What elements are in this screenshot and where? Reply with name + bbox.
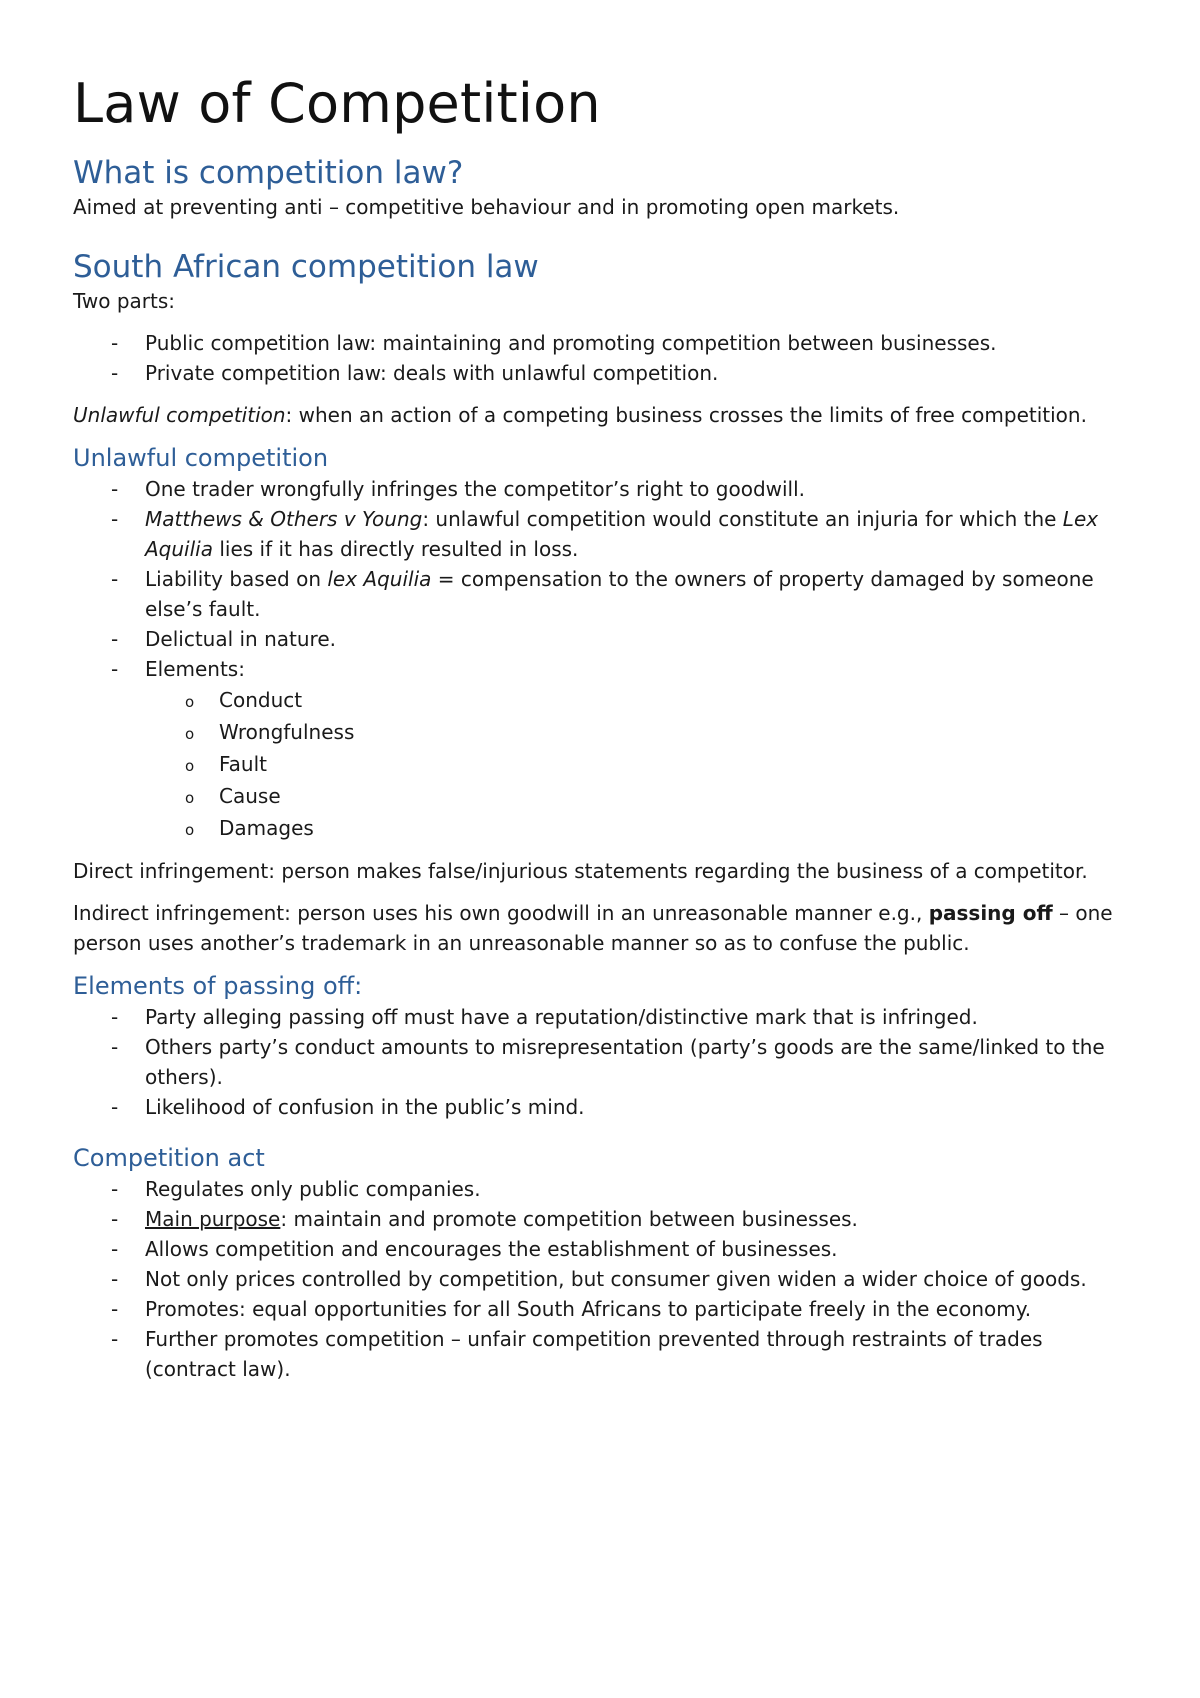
document-title: Law of Competition: [73, 72, 601, 135]
list-item: [73, 1204, 1133, 1234]
competition-act-list: [73, 1174, 1133, 1384]
list-item: - One trader wrongfully infringes the competitor’s right to goodwill.: [73, 474, 1133, 504]
passing-off-list: [73, 1002, 1133, 1122]
heading-what-is-competition-law: What is competition law?: [73, 155, 464, 191]
list-item: [73, 504, 1133, 564]
list-item-text: Liability based on: [145, 567, 328, 591]
heading-competition-act: Competition act: [73, 1144, 265, 1172]
unlawful-competition-list: [73, 474, 1133, 684]
paragraph-text: Indirect infringement: person uses his own goodwill in an unreasonable manner e.g.,: [73, 901, 929, 925]
list-item: - Allows competition and encourages the establishment of businesses.: [73, 1234, 1133, 1264]
element-item: o Cause: [73, 780, 1133, 812]
lex-aquilia-term: lex Aquilia: [327, 567, 432, 591]
document-page: [73, 72, 1133, 1384]
case-name: Matthews & Others v Young: [145, 507, 423, 531]
list-item-text: lies if it has directly resulted in loss.: [212, 537, 579, 561]
list-item: - Party alleging passing off must have a reputation/distinctive mark that is infringed.: [73, 1002, 1133, 1032]
list-item: - Public competition law: maintaining and promoting competition between businesses.: [73, 328, 1133, 358]
list-item-text: = compensation to the owners of property damaged by someone else’s fault.: [145, 567, 1094, 621]
list-item: - Regulates only public companies.: [73, 1174, 1133, 1204]
element-item: o Fault: [73, 748, 1133, 780]
list-item: - Promotes: equal opportunities for all South Africans to participate freely in the economy.: [73, 1294, 1133, 1324]
lex-aquilia-term: Lex Aquilia: [145, 507, 1099, 561]
heading-elements-of-passing-off: Elements of passing off:: [73, 972, 363, 1000]
list-item: - Not only prices controlled by competition, but consumer given widen a wider choice of goods.: [73, 1264, 1133, 1294]
element-item: o Wrongfulness: [73, 716, 1133, 748]
what-is-definition: Aimed at preventing anti – competitive behaviour and in promoting open markets.: [73, 195, 900, 219]
list-item: - Further promotes competition – unfair competition prevented through restraints of trades (contract law).: [73, 1324, 1133, 1384]
heading-unlawful-competition: Unlawful competition: [73, 444, 329, 472]
list-item: - Elements:: [73, 654, 1133, 684]
list-item: - Others party’s conduct amounts to misrepresentation (party’s goods are the same/linked to the others).: [73, 1032, 1133, 1092]
element-item: o Conduct: [73, 684, 1133, 716]
two-parts-intro: Two parts:: [73, 289, 176, 313]
list-item-text: : maintain and promote competition between businesses.: [280, 1207, 858, 1231]
paragraph-text: – one person uses another’s trademark in an unreasonable manner so as to confuse the public.: [73, 901, 1113, 955]
two-parts-list: [73, 328, 1133, 388]
direct-infringement: Direct infringement: person makes false/injurious statements regarding the business of a competitor.: [73, 859, 1088, 883]
list-item: - Private competition law: deals with unlawful competition.: [73, 358, 1133, 388]
definition-text: : when an action of a competing business crosses the limits of free competition.: [285, 403, 1087, 427]
indirect-infringement: [73, 898, 1133, 958]
main-purpose-label: Main purpose: [145, 1207, 281, 1231]
passing-off-term: passing off: [928, 901, 1053, 925]
heading-south-african-competition-law: South African competition law: [73, 249, 539, 285]
unlawful-competition-definition: [73, 400, 1133, 430]
elements-list: [73, 684, 1133, 844]
defined-term: Unlawful competition: [73, 403, 286, 427]
element-item: o Damages: [73, 812, 1133, 844]
list-item-text: : unlawful competition would constitute an injuria for which the: [422, 507, 1063, 531]
list-item: - Likelihood of confusion in the public’s mind.: [73, 1092, 1133, 1122]
list-item: [73, 564, 1133, 624]
list-item: - Delictual in nature.: [73, 624, 1133, 654]
